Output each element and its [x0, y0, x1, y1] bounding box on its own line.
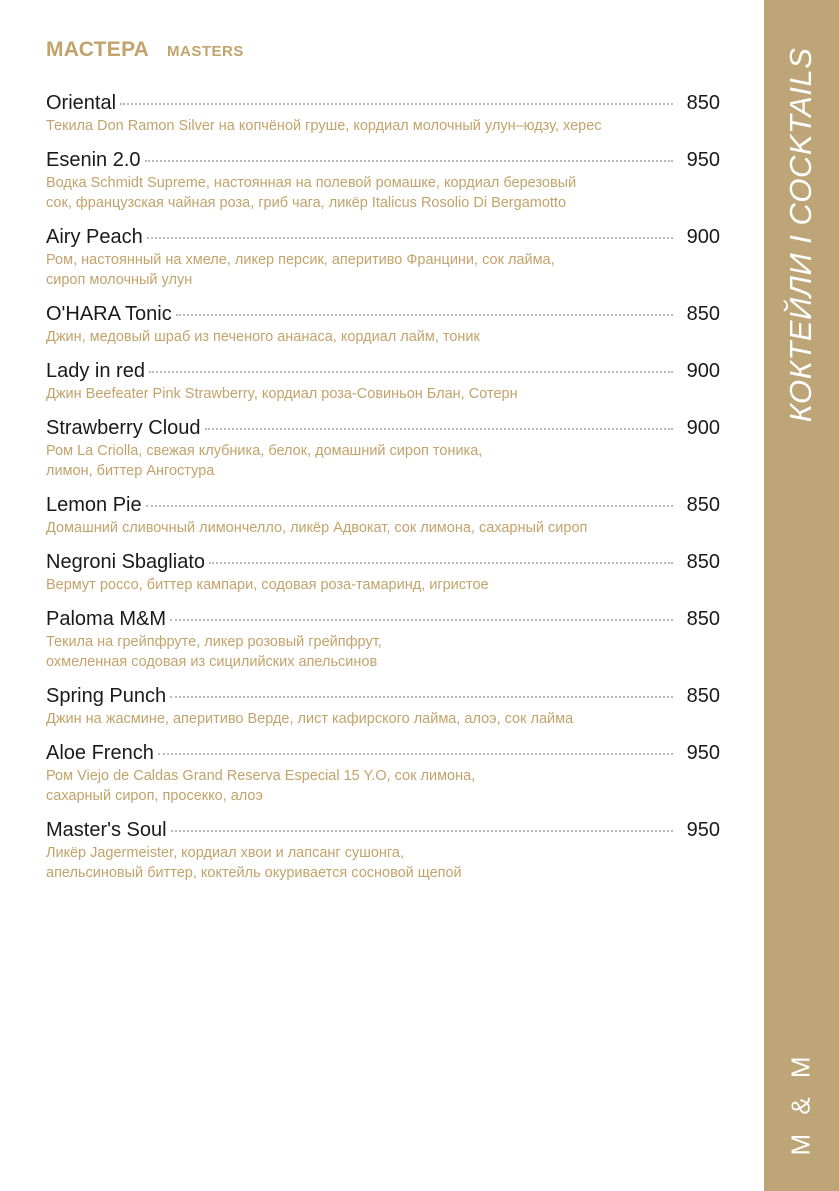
item-price: 900 — [686, 417, 720, 439]
menu-item — [46, 608, 720, 672]
menu-item-line — [46, 819, 720, 843]
item-name: Airy Peach — [46, 226, 143, 248]
dot-leader — [171, 829, 673, 832]
section-title-ru: МАСТЕРА — [46, 38, 150, 61]
menu-item — [46, 92, 720, 136]
menu-item-line — [46, 742, 720, 766]
item-description: Джин, медовый шраб из печеного ананаса, кордиал лайм, тоник — [46, 329, 480, 345]
item-name: Lemon Pie — [46, 494, 142, 516]
menu-item-line — [46, 551, 720, 575]
section-heading — [46, 38, 720, 62]
item-price: 850 — [686, 608, 720, 630]
item-price: 850 — [686, 685, 720, 707]
item-description: сахарный сироп, просекко, алоэ — [46, 788, 263, 804]
item-description: сок, французская чайная роза, гриб чага, ликёр Italicus Rosolio Di Bergamotto — [46, 195, 567, 211]
item-description: Ликёр Jagermeister, кордиал хвои и лапсанг сушонга, — [46, 845, 404, 861]
menu-item-line — [46, 608, 720, 632]
menu-item-line — [46, 360, 720, 384]
menu-item-line — [46, 149, 720, 173]
item-price: 950 — [686, 742, 720, 764]
item-name: Esenin 2.0 — [46, 149, 141, 171]
menu-item-line — [46, 226, 720, 250]
menu-item — [46, 494, 720, 538]
menu-item-line — [46, 494, 720, 518]
item-description: Ром, настоянный на хмеле, ликер персик, аперитиво Францини, сок лайма, — [46, 252, 555, 268]
menu-item — [46, 226, 720, 290]
item-description: Джин Beefeater Pink Strawberry, кордиал роза-Совиньон Блан, Сотерн — [46, 386, 518, 402]
dot-leader — [149, 370, 673, 373]
item-price: 850 — [686, 92, 720, 114]
dot-leader — [120, 102, 673, 105]
item-price: 850 — [686, 494, 720, 516]
menu-content — [46, 38, 720, 896]
menu-item — [46, 685, 720, 729]
menu-item-line — [46, 92, 720, 116]
menu-item — [46, 417, 720, 481]
menu-item — [46, 819, 720, 883]
dot-leader — [209, 561, 673, 564]
item-description: охмеленная содовая из сицилийских апельсинов — [46, 654, 378, 670]
dot-leader — [205, 427, 673, 430]
item-description: Домашний сливочный лимончелло, ликёр Адвокат, сок лимона, сахарный сироп — [46, 520, 588, 536]
item-price: 900 — [686, 226, 720, 248]
item-price: 850 — [686, 551, 720, 573]
item-name: Paloma M&M — [46, 608, 167, 630]
dot-leader — [176, 313, 673, 316]
menu-item-line — [46, 685, 720, 709]
menu-item — [46, 360, 720, 404]
item-price: 950 — [686, 149, 720, 171]
item-name: Negroni Sbagliato — [46, 551, 205, 573]
item-description: сироп молочный улун — [46, 272, 193, 288]
dot-leader — [170, 618, 673, 621]
item-description: Ром La Criolla, свежая клубника, белок, домашний сироп тоника, — [46, 443, 483, 459]
menu-item — [46, 149, 720, 213]
item-description: апельсиновый биттер, коктейль окуривается сосновой щепой — [46, 865, 462, 881]
menu-item — [46, 742, 720, 806]
item-name: Aloe French — [46, 742, 154, 764]
item-price: 850 — [686, 303, 720, 325]
menu-item — [46, 303, 720, 347]
item-price: 950 — [686, 819, 720, 841]
dot-leader — [145, 159, 673, 162]
dot-leader — [158, 752, 673, 755]
item-name: Lady in red — [46, 360, 145, 382]
item-name: Strawberry Cloud — [46, 417, 201, 439]
item-description: Текила на грейпфруте, ликер розовый грейпфрут, — [46, 634, 382, 650]
sidebar-title: КОКТЕЙЛИ I COCKTAILS — [783, 47, 818, 423]
item-description: лимон, биттер Ангостура — [46, 463, 215, 479]
item-price: 900 — [686, 360, 720, 382]
item-description: Вермут россо, биттер кампари, содовая роза-тамаринд, игристое — [46, 577, 489, 593]
item-description: Водка Schmidt Supreme, настоянная на полевой ромашке, кордиал березовый — [46, 175, 577, 191]
menu-item-line — [46, 417, 720, 441]
section-title-en: MASTERS — [167, 43, 244, 60]
menu-item — [46, 551, 720, 595]
item-name: Spring Punch — [46, 685, 167, 707]
item-name: Oriental — [46, 92, 117, 114]
item-description: Текила Don Ramon Silver на копчёной груше, кордиал молочный улун–юдзу, херес — [46, 118, 602, 134]
dot-leader — [170, 695, 673, 698]
menu-list — [46, 92, 720, 883]
item-description: Ром Viejo de Caldas Grand Reserva Especial 15 Y.O, сок лимона, — [46, 768, 476, 784]
brand-logo: M & M — [785, 1050, 816, 1156]
item-name: O'HARA Tonic — [46, 303, 172, 325]
sidebar-band — [764, 0, 839, 1191]
item-name: Master's Soul — [46, 819, 167, 841]
dot-leader — [147, 236, 673, 239]
item-description: Джин на жасмине, аперитиво Верде, лист кафирского лайма, алоэ, сок лайма — [46, 711, 574, 727]
dot-leader — [146, 504, 673, 507]
menu-item-line — [46, 303, 720, 327]
